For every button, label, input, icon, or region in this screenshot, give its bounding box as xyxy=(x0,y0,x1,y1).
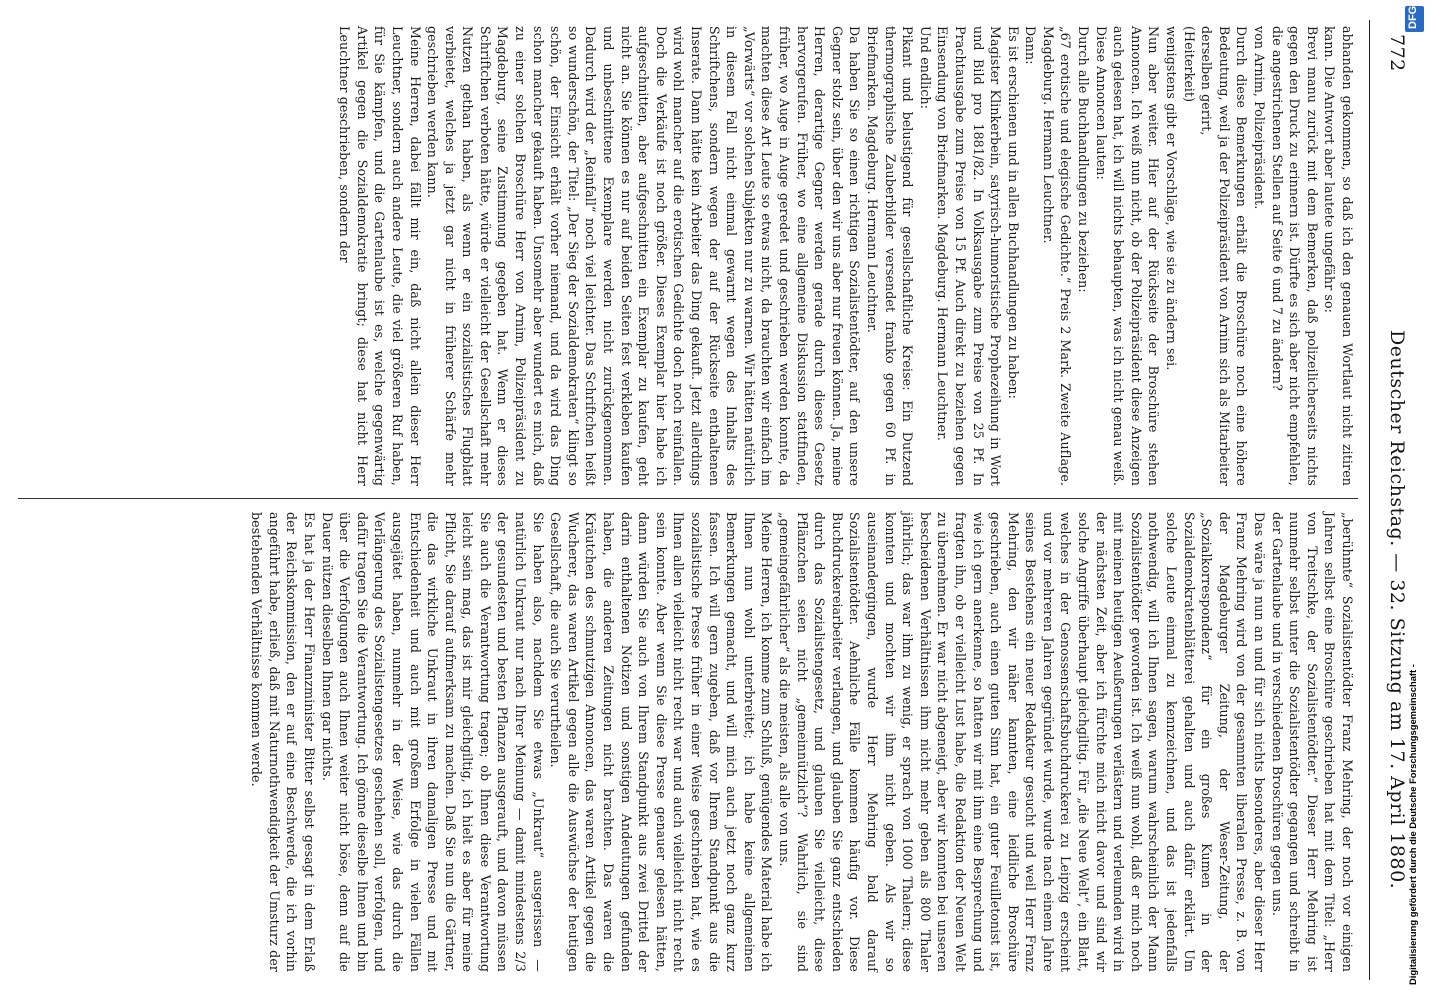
text-column-left: abhanden gekommen, so daß ich den genauen Wortlaut nicht zitiren kann. Die Antwort aber lautete ungefähr so: Brevi manu zurück mit dem Bemerken, daß polizeilicherseits nichts gegen den Druck zu erinnern ist. Dürfte es sich aber nicht empfehlen, die angestrichenen Stellen auf Seite 6 und 7 zu ändern? von Arnim, Polizeipräsident. Durch diese Bemerkungen erhält die Broschüre noch eine höhere Bedeutung, weil ja der Polizeipräsident von Arnim sich als Mitarbeiter derselben gerirt, (Heiterkeit) wenigstens gibt er Vorschläge, wie sie zu ändern sei. Nun aber weiter. Hier auf der Rückseite der Broschüre stehen Annoncen. Ich weiß nun nicht, ob der Polizeipräsident diese Anzeigen auch gelesen hat, ich will nichts behaupten, was ich nicht genau weiß. Diese Annoncen lauten: Durch alle Buchhandlungen zu beziehen: „67 erotische und elegische Gedichte.“ Preis 2 Mark. Zweite Auflage. Magdeburg. Hermann Leuchtner. Dann: Es ist erschienen und in allen Buchhandlungen zu haben: Magister Klinkerbein, satyrisch-humoristische Prophezeihung in Wort und Bild pro 1881/82. In Volksausgabe zum Preise von 25 Pf. In Prachtausgabe zum Preise von 15 Pf. Auch direkt zu beziehen gegen Einsendung von Briefmarken. Magdeburg. Hermann Leuchtner. Und endlich: Pikant und belustigend für gesellschaftliche Kreise: Ein Dutzend thermographische Zauberbilder versendet franko gegen 60 Pf. in Briefmarken. Magdeburg. Hermann Leuchtner. Da haben Sie so einen richtigen Sozialistentödter, auf den unsere Gegner stolz sein, über den wir uns aber nur freuen können. Ja, meine Herren, derartige Gegner werden gerade durch dieses Gesetz hervorgerufen. Früher, wo eine allgemeine Diskussion stattfinden, früher, wo Auge in Auge geredet und geschrieben werden konnte, da machten diese Art Leute so etwas nicht, da brauchten wir einfach im „Vorwärts“ vor solchen Subjekten nur zu warnen. Wir hätten natürlich in diesem Fall nicht einmal gewarnt wegen des Inhalts des Schriftchens, sondern wegen der auf der Rückseite enthaltenen Inserate. Dann hätte kein Arbeiter das Ding gekauft. Jetzt allerdings wird wohl mancher auf die erotischen Gedichte doch noch reinfallen. Doch die Verkäufe ist noch größer. Dieses Exemplar hier habe ich aufgeschnitten, aber aufgeschnitten ein Exemplar zu kaufen, geht nicht an. Sie können es nur auf beiden Seiten fest verkleben kaufen und unbeschnittene Exemplare werden nicht zurückgenommen. Dadurch wird der „Reinfall“ noch viel leichter. Das Schriftchen heißt so wunderschön, der Titel: „Der Sieg der Sozialdemokraten“ klingt so schön, der Einsicht erhält vorher niemand, und da wird das Ding schon mancher gekauft haben. Unsomehr aber wundert es mich, daß zu einer solchen Broschüre Herr von Arnim, Polizeipräsident zu Magdeburg, seine Zustimmung gegeben hat. Wenn er dieses Schriftchen verboten hätte, würde er vielleicht der Gesellschaft mehr Nutzen gethan haben, als wenn er ein sozialistisches Flugblatt verbietet, welches ja jetzt gar nicht in früherer Schärfe mehr geschrieben werden kann. Meine Herren, dabei fällt mir ein, daß nicht allein dieser Herr Leuchtner, sondern auch andere Leute, die viel größeren Ruf haben, für Sie kämpfen, und die Gartenlaube ist es, welche gegenwärtig Artikel gegen die Sozialdemokratie bringt; diese hat nicht Herr Leuchtner geschrieben, sondern der xyxy=(337,26,1355,486)
dfg-logo xyxy=(1405,6,1424,32)
header-session-title: Deutscher Reichstag. — 32. Sitzung am 17. April 1880. xyxy=(1386,330,1408,890)
page-header xyxy=(1369,20,1432,980)
credit-text: Digitalisierung gefördert durch die Deutsche Forschungsgemeinschaft - xyxy=(1407,664,1418,985)
text-column-right: „berühmte“ Sozialistentödter Franz Mehring, der noch vor einigen Jahren selbst eine Broschüre geschrieben hat mit dem Titel: „Herr von Treitschke, der Sozialistentödter.“ Dieser Herr Mehring ist nunmehr selbst unter die Sozialistentödter gegangen und schreibt in der Gartenlaube und in verschiedenen Broschüren gegen uns. Das wäre ja nun an und für sich nichts besonderes, aber dieser Herr Franz Mehring wird von der gesammten liberalen Presse, z. B. von der Magdeburger Zeitung, der Weser-Zeitung, der „Sozialkorrespondenz“ für ein großes Kumen in der Sozialdemokratenblätterei gehalten und auch dafür erklärt. Um solche Leute einmal zu kennzeichnen, und das ist jedenfalls nothwendig, will ich Ihnen sagen, warum wahrscheinlich der Mann Sozialistentödter geworden ist. Ich weiß nun wohl, daß er mich noch mit meinen heutigen Aeußerungen verlästern und verleumden wird in der nächsten Zeit, aber ich fürchte mich nicht davor und sind wir solche Angriffe überhaupt gleichgiltig. Für „die Neue Welt“, ein Blatt, welches in der Genossenschaftsbuchdruckerei zu Leipzig erscheint und vor mehreren Jahren gegründet wurde, wurde nach einem Jahre seines Bestehens ein neuer Redakteur gesucht und weil Herr Franz Mehring, den wir näher kannten, eine leidliche Broschüre geschrieben, auch einen guten Sinn hat, ein guter Feuilletonist ist, wie ich gern anerkenne, so hatten wir mit ihm eine Besprechung und fragten ihn, ob er vielleicht Lust habe, die Redaktion der Neuen Welt zu übernehmen. Er war nicht abgeneigt, aber wir konnten bei unseren bescheidenen Verhältnissen ihm nicht mehr geben als 800 Thaler jährlich; das war ihm zu wenig, er sprach von 1000 Thalern; diese konnten und mochten wir ihm nicht geben. Als wir so auseinandergingen, wurde Herr Mehring bald darauf Sozialistentödter. Aehnliche Fälle kommen häufig vor. Diese Buchdruckereiarbeiter verlangen, und glauben Sie ganz entschieden durch das Sozialistengesetz, und glauben Sie vielleicht, diese Pflänzchen seien nicht „gemeinnützlich“? Wahrlich, sie sind „gemeingefährlicher“ als die meisten, als alle von uns. Meine Herren, ich komme zum Schluß, genügendes Material habe ich Ihnen nun wohl unterbreitet; ich habe keine allgemeinen Bemerkungen gemacht, und will mich auch jetzt noch ganz kurz fassen. Ich will gern zugeben, daß vor Ihrem Standpunkt aus die sozialistische Presse früher in einer Weise geschrieben hat, wie es Ihnen allen vielleicht nicht recht war und auch vielleicht nicht recht sein konnte. Aber wenn Sie diese Presse genauer gelesen hätten, dann würden Sie auch von Ihrem Standpunkt aus zwei Drittel der darin enthaltenen Notizen und sonstigen Andeutungen gefunden haben, die anderen Zeitungen nicht brachten. Das waren die Kräutchen des schmutzigen Annoncen, das waren Artikel gegen die Wucherer, das waren Artikel gegen alle die Auswüchse der heutigen Gesellschaft, die auch Sie verurtheilen. Sie haben also, nachdem Sie etwas „Unkraut“ ausgerissen — natürlich Unkraut nur nach Ihrer Meinung — damit mindestens 2/3 der gesundesten und besten Pflanzen ausgerauft, und davon müssen Sie auch die Verantwortung tragen; ob Ihnen diese Verantwortung leicht sein mag, das ist mir gleichgiltig, ich hielt es aber für meine Pflicht, Sie darauf aufmerksam zu machen. Daß Sie nun die Gärtner, die das wirkliche Unkraut in ihren damaligen Presse und mit Entschiedenheit und auch mit großem Erfolge in vielen Fällen ausgejätet haben, nunmehr in der Weise, wie das durch die Verlängerung des Sozialistengesetzes geschehen soll, verfolgen, und dafür tragen Sie die Verantwortung. Ich gönne dieselbe Ihnen und bin über die Verfolgungen auch Ihnen weiter nicht böse, denn auf die Dauer nützen dieselben Ihnen gar nichts. Es hat ja der Herr Finanzminister Bitter selbst gesagt in dem Erlaß der Reichskommission, den er auf eine Beschwerde, die ich vorhin angeführt habe, erließ, daß mit Naturnothwendigkeit der Umsturz der bestehenden Verhältnisse kommen werde. xyxy=(249,512,1355,972)
page-number: 772 xyxy=(1386,34,1408,72)
column-divider xyxy=(18,498,1358,499)
dfg-logo-text: DFG xyxy=(1407,5,1419,29)
